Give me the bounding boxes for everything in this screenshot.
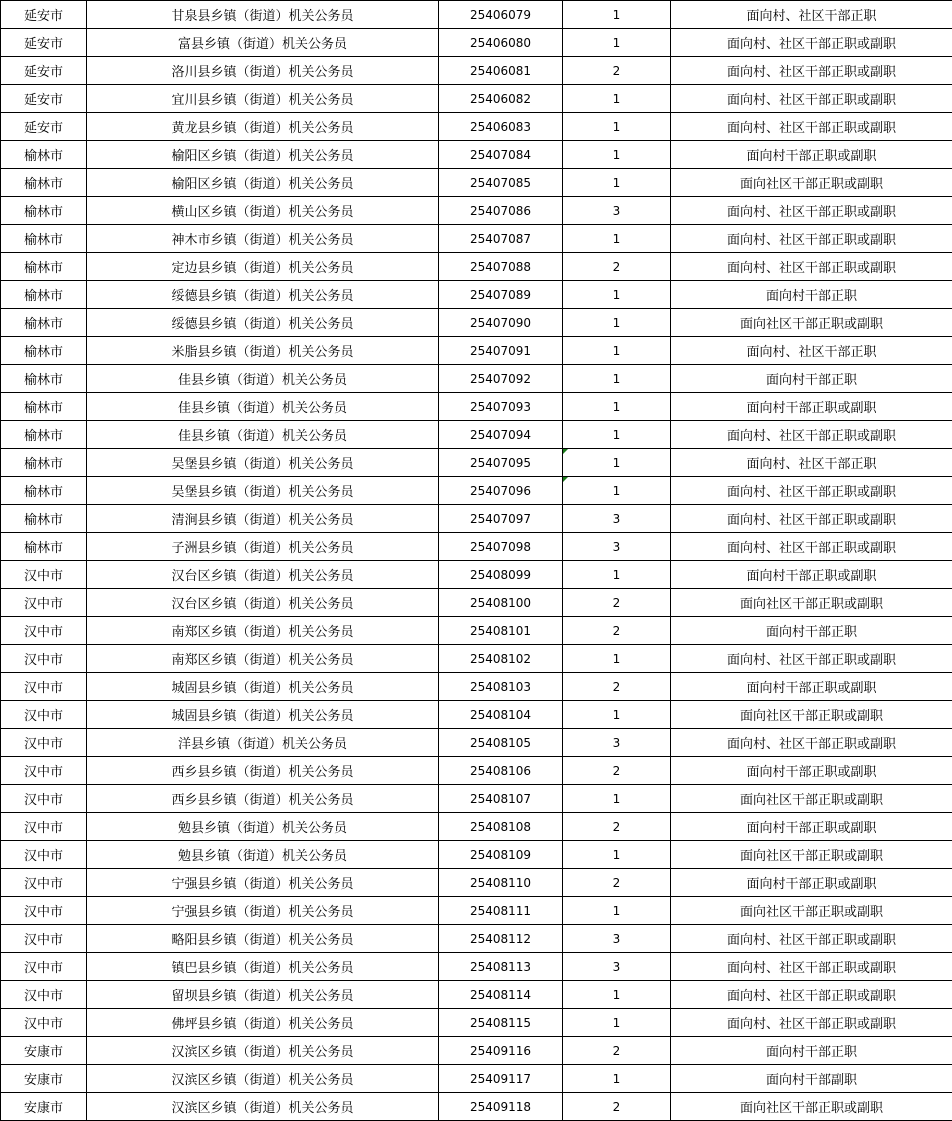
cell-position-code[interactable]: 25408099 (439, 561, 563, 589)
cell-position-code[interactable]: 25407084 (439, 141, 563, 169)
cell-position-code[interactable]: 25406083 (439, 113, 563, 141)
cell-unit[interactable]: 榆阳区乡镇（街道）机关公务员 (87, 169, 439, 197)
cell-position-code[interactable]: 25408104 (439, 701, 563, 729)
cell-headcount[interactable]: 1 (563, 29, 671, 57)
table-row (1, 757, 952, 785)
cell-unit[interactable]: 佳县乡镇（街道）机关公务员 (87, 365, 439, 393)
cell-headcount[interactable]: 1 (563, 225, 671, 253)
cell-city[interactable]: 延安市 (1, 29, 87, 57)
cell-unit[interactable]: 城固县乡镇（街道）机关公务员 (87, 701, 439, 729)
cell-city[interactable]: 汉中市 (1, 673, 87, 701)
cell-position-code[interactable]: 25408102 (439, 645, 563, 673)
cell-position-code[interactable]: 25407096 (439, 477, 563, 505)
cell-city[interactable]: 榆林市 (1, 225, 87, 253)
cell-city[interactable]: 榆林市 (1, 337, 87, 365)
cell-city[interactable]: 汉中市 (1, 813, 87, 841)
cell-requirement[interactable]: 面向村、社区干部正职或副职 (671, 57, 952, 85)
cell-headcount[interactable]: 1 (563, 365, 671, 393)
cell-city[interactable]: 榆林市 (1, 169, 87, 197)
cell-unit[interactable]: 汉滨区乡镇（街道）机关公务员 (87, 1037, 439, 1065)
cell-headcount[interactable]: 1 (563, 421, 671, 449)
cell-city[interactable]: 汉中市 (1, 701, 87, 729)
cell-position-code[interactable]: 25406080 (439, 29, 563, 57)
table-row (1, 813, 952, 841)
cell-requirement[interactable]: 面向村、社区干部正职或副职 (671, 533, 952, 561)
table-row (1, 337, 952, 365)
table-row (1, 1093, 952, 1121)
cell-requirement[interactable]: 面向村干部正职 (671, 365, 952, 393)
table-row (1, 701, 952, 729)
table-row (1, 953, 952, 981)
table-row (1, 393, 952, 421)
cell-requirement[interactable]: 面向村、社区干部正职或副职 (671, 113, 952, 141)
cell-requirement[interactable]: 面向村、社区干部正职或副职 (671, 225, 952, 253)
cell-requirement[interactable]: 面向村、社区干部正职或副职 (671, 729, 952, 757)
cell-unit[interactable]: 汉滨区乡镇（街道）机关公务员 (87, 1065, 439, 1093)
table-row (1, 505, 952, 533)
cell-city[interactable]: 汉中市 (1, 841, 87, 869)
table-row (1, 589, 952, 617)
cell-city[interactable]: 汉中市 (1, 981, 87, 1009)
cell-city[interactable]: 汉中市 (1, 953, 87, 981)
cell-requirement[interactable]: 面向村、社区干部正职或副职 (671, 197, 952, 225)
cell-requirement[interactable]: 面向社区干部正职或副职 (671, 897, 952, 925)
cell-headcount[interactable]: 2 (563, 1093, 671, 1121)
table-row (1, 533, 952, 561)
cell-requirement[interactable]: 面向村干部正职或副职 (671, 869, 952, 897)
cell-unit[interactable]: 甘泉县乡镇（街道）机关公务员 (87, 1, 439, 29)
table-row (1, 1009, 952, 1037)
table-row (1, 1037, 952, 1065)
cell-unit[interactable]: 汉台区乡镇（街道）机关公务员 (87, 589, 439, 617)
cell-city[interactable]: 延安市 (1, 1, 87, 29)
cell-headcount[interactable]: 1 (563, 981, 671, 1009)
cell-city[interactable]: 榆林市 (1, 309, 87, 337)
cell-unit[interactable]: 留坝县乡镇（街道）机关公务员 (87, 981, 439, 1009)
cell-requirement[interactable]: 面向村干部正职 (671, 1037, 952, 1065)
cell-position-code[interactable]: 25408115 (439, 1009, 563, 1037)
cell-unit[interactable]: 米脂县乡镇（街道）机关公务员 (87, 337, 439, 365)
cell-position-code[interactable]: 25407085 (439, 169, 563, 197)
table-row (1, 981, 952, 1009)
cell-requirement[interactable]: 面向社区干部正职或副职 (671, 841, 952, 869)
cell-position-code[interactable]: 25408101 (439, 617, 563, 645)
cell-position-code[interactable]: 25408112 (439, 925, 563, 953)
cell-requirement[interactable]: 面向村、社区干部正职 (671, 337, 952, 365)
cell-city[interactable]: 榆林市 (1, 533, 87, 561)
cell-unit[interactable]: 佛坪县乡镇（街道）机关公务员 (87, 1009, 439, 1037)
cell-city[interactable]: 汉中市 (1, 617, 87, 645)
table-row (1, 1, 952, 29)
cell-unit[interactable]: 吴堡县乡镇（街道）机关公务员 (87, 449, 439, 477)
cell-headcount[interactable]: 1 (563, 785, 671, 813)
table-row (1, 785, 952, 813)
cell-headcount[interactable]: 1 (563, 281, 671, 309)
cell-unit[interactable]: 西乡县乡镇（街道）机关公务员 (87, 785, 439, 813)
cell-requirement[interactable]: 面向村干部正职或副职 (671, 141, 952, 169)
cell-headcount[interactable]: 2 (563, 57, 671, 85)
cell-city[interactable]: 汉中市 (1, 869, 87, 897)
cell-requirement[interactable]: 面向社区干部正职或副职 (671, 309, 952, 337)
cell-position-code[interactable]: 25407092 (439, 365, 563, 393)
cell-city[interactable]: 榆林市 (1, 281, 87, 309)
cell-headcount[interactable]: 3 (563, 729, 671, 757)
cell-city[interactable]: 榆林市 (1, 505, 87, 533)
table-row (1, 113, 952, 141)
cell-position-code[interactable]: 25408108 (439, 813, 563, 841)
cell-position-code[interactable]: 25409118 (439, 1093, 563, 1121)
table-row (1, 477, 952, 505)
cell-city[interactable]: 榆林市 (1, 253, 87, 281)
cell-headcount[interactable]: 3 (563, 953, 671, 981)
cell-city[interactable]: 榆林市 (1, 477, 87, 505)
cell-city[interactable]: 安康市 (1, 1093, 87, 1121)
table-row (1, 169, 952, 197)
cell-headcount[interactable]: 1 (563, 141, 671, 169)
table-row (1, 561, 952, 589)
cell-requirement[interactable]: 面向村、社区干部正职或副职 (671, 981, 952, 1009)
cell-city[interactable]: 延安市 (1, 113, 87, 141)
cell-requirement[interactable]: 面向社区干部正职或副职 (671, 701, 952, 729)
cell-requirement[interactable]: 面向村干部正职或副职 (671, 561, 952, 589)
cell-headcount[interactable]: 1 (563, 561, 671, 589)
cell-position-code[interactable]: 25407094 (439, 421, 563, 449)
table-row (1, 85, 952, 113)
table-row (1, 365, 952, 393)
cell-headcount[interactable]: 2 (563, 813, 671, 841)
table-row (1, 645, 952, 673)
table-row (1, 897, 952, 925)
cell-city[interactable]: 延安市 (1, 85, 87, 113)
cell-unit[interactable]: 勉县乡镇（街道）机关公务员 (87, 841, 439, 869)
cell-city[interactable]: 安康市 (1, 1065, 87, 1093)
cell-position-code[interactable]: 25408114 (439, 981, 563, 1009)
cell-requirement[interactable]: 面向村干部副职 (671, 1065, 952, 1093)
cell-requirement[interactable]: 面向村、社区干部正职或副职 (671, 85, 952, 113)
cell-headcount[interactable]: 1 (563, 113, 671, 141)
cell-unit[interactable]: 城固县乡镇（街道）机关公务员 (87, 673, 439, 701)
cell-position-code[interactable]: 25407095 (439, 449, 563, 477)
cell-unit[interactable]: 佳县乡镇（街道）机关公务员 (87, 393, 439, 421)
cell-headcount[interactable]: 3 (563, 197, 671, 225)
cell-city[interactable]: 榆林市 (1, 197, 87, 225)
table-row (1, 57, 952, 85)
cell-headcount[interactable]: 2 (563, 1037, 671, 1065)
table-row (1, 673, 952, 701)
cell-city[interactable]: 汉中市 (1, 1009, 87, 1037)
cell-unit[interactable]: 汉台区乡镇（街道）机关公务员 (87, 561, 439, 589)
table-row (1, 197, 952, 225)
cell-requirement[interactable]: 面向村干部正职或副职 (671, 393, 952, 421)
cell-headcount[interactable]: 1 (563, 645, 671, 673)
cell-position-code[interactable]: 25408109 (439, 841, 563, 869)
cell-requirement[interactable]: 面向村、社区干部正职或副职 (671, 253, 952, 281)
cell-requirement[interactable]: 面向村、社区干部正职或副职 (671, 29, 952, 57)
table-body (1, 1, 952, 1121)
table-row (1, 617, 952, 645)
cell-headcount[interactable]: 2 (563, 673, 671, 701)
cell-headcount[interactable]: 2 (563, 617, 671, 645)
cell-headcount[interactable]: 3 (563, 533, 671, 561)
cell-unit[interactable]: 南郑区乡镇（街道）机关公务员 (87, 617, 439, 645)
cell-city[interactable]: 榆林市 (1, 393, 87, 421)
cell-city[interactable]: 汉中市 (1, 645, 87, 673)
cell-requirement[interactable]: 面向村干部正职或副职 (671, 757, 952, 785)
cell-headcount[interactable]: 3 (563, 925, 671, 953)
cell-position-code[interactable]: 25407090 (439, 309, 563, 337)
cell-unit[interactable]: 佳县乡镇（街道）机关公务员 (87, 421, 439, 449)
cell-requirement[interactable]: 面向社区干部正职或副职 (671, 785, 952, 813)
cell-city[interactable]: 安康市 (1, 1037, 87, 1065)
cell-requirement[interactable]: 面向社区干部正职或副职 (671, 169, 952, 197)
cell-unit[interactable]: 宜川县乡镇（街道）机关公务员 (87, 85, 439, 113)
cell-headcount[interactable]: 1 (563, 169, 671, 197)
cell-requirement[interactable]: 面向村干部正职 (671, 281, 952, 309)
cell-position-code[interactable]: 25407089 (439, 281, 563, 309)
cell-position-code[interactable]: 25407086 (439, 197, 563, 225)
cell-unit[interactable]: 榆阳区乡镇（街道）机关公务员 (87, 141, 439, 169)
cell-position-code[interactable]: 25406079 (439, 1, 563, 29)
cell-requirement[interactable]: 面向社区干部正职或副职 (671, 1093, 952, 1121)
cell-headcount[interactable]: 1 (563, 393, 671, 421)
cell-city[interactable]: 榆林市 (1, 141, 87, 169)
cell-position-code[interactable]: 25408107 (439, 785, 563, 813)
table-row (1, 841, 952, 869)
cell-city[interactable]: 汉中市 (1, 589, 87, 617)
cell-headcount[interactable]: 1 (563, 337, 671, 365)
cell-unit[interactable]: 宁强县乡镇（街道）机关公务员 (87, 869, 439, 897)
cell-requirement[interactable]: 面向村、社区干部正职或副职 (671, 477, 952, 505)
cell-headcount[interactable]: 2 (563, 757, 671, 785)
table-row (1, 449, 952, 477)
table-row (1, 869, 952, 897)
table-row (1, 141, 952, 169)
cell-unit[interactable]: 宁强县乡镇（街道）机关公务员 (87, 897, 439, 925)
cell-headcount[interactable]: 1 (563, 449, 671, 477)
cell-requirement[interactable]: 面向村、社区干部正职或副职 (671, 1009, 952, 1037)
cell-position-code[interactable]: 25407097 (439, 505, 563, 533)
cell-requirement[interactable]: 面向村干部正职或副职 (671, 813, 952, 841)
cell-unit[interactable]: 绥德县乡镇（街道）机关公务员 (87, 281, 439, 309)
cell-unit[interactable]: 定边县乡镇（街道）机关公务员 (87, 253, 439, 281)
cell-position-code[interactable]: 25409117 (439, 1065, 563, 1093)
cell-position-code[interactable]: 25408113 (439, 953, 563, 981)
cell-position-code[interactable]: 25407088 (439, 253, 563, 281)
cell-headcount[interactable]: 2 (563, 869, 671, 897)
cell-unit[interactable]: 绥德县乡镇（街道）机关公务员 (87, 309, 439, 337)
cell-requirement[interactable]: 面向村干部正职 (671, 617, 952, 645)
cell-city[interactable]: 榆林市 (1, 421, 87, 449)
cell-position-code[interactable]: 25408106 (439, 757, 563, 785)
cell-requirement[interactable]: 面向村干部正职或副职 (671, 673, 952, 701)
cell-city[interactable]: 榆林市 (1, 365, 87, 393)
cell-headcount[interactable]: 2 (563, 253, 671, 281)
cell-unit[interactable]: 富县乡镇（街道）机关公务员 (87, 29, 439, 57)
cell-city[interactable]: 汉中市 (1, 897, 87, 925)
cell-headcount[interactable]: 2 (563, 589, 671, 617)
cell-unit[interactable]: 吴堡县乡镇（街道）机关公务员 (87, 477, 439, 505)
cell-unit[interactable]: 略阳县乡镇（街道）机关公务员 (87, 925, 439, 953)
cell-city[interactable]: 汉中市 (1, 925, 87, 953)
cell-unit[interactable]: 清涧县乡镇（街道）机关公务员 (87, 505, 439, 533)
cell-requirement[interactable]: 面向村、社区干部正职或副职 (671, 953, 952, 981)
cell-unit[interactable]: 镇巴县乡镇（街道）机关公务员 (87, 953, 439, 981)
cell-position-code[interactable]: 25407087 (439, 225, 563, 253)
cell-position-code[interactable]: 25406082 (439, 85, 563, 113)
cell-city[interactable]: 汉中市 (1, 757, 87, 785)
cell-headcount[interactable]: 1 (563, 701, 671, 729)
cell-requirement[interactable]: 面向社区干部正职或副职 (671, 589, 952, 617)
cell-position-code[interactable]: 25407093 (439, 393, 563, 421)
table-row (1, 253, 952, 281)
cell-requirement[interactable]: 面向村、社区干部正职或副职 (671, 505, 952, 533)
cell-position-code[interactable]: 25408110 (439, 869, 563, 897)
cell-unit[interactable]: 汉滨区乡镇（街道）机关公务员 (87, 1093, 439, 1121)
cell-headcount[interactable]: 1 (563, 309, 671, 337)
cell-position-code[interactable]: 25409116 (439, 1037, 563, 1065)
cell-unit[interactable]: 横山区乡镇（街道）机关公务员 (87, 197, 439, 225)
cell-unit[interactable]: 子洲县乡镇（街道）机关公务员 (87, 533, 439, 561)
cell-city[interactable]: 汉中市 (1, 729, 87, 757)
cell-requirement[interactable]: 面向村、社区干部正职或副职 (671, 421, 952, 449)
cell-position-code[interactable]: 25406081 (439, 57, 563, 85)
cell-headcount[interactable]: 1 (563, 1065, 671, 1093)
cell-requirement[interactable]: 面向村、社区干部正职 (671, 449, 952, 477)
table-row (1, 421, 952, 449)
table-row (1, 225, 952, 253)
cell-city[interactable]: 汉中市 (1, 561, 87, 589)
cell-position-code[interactable]: 25408111 (439, 897, 563, 925)
table-row (1, 1065, 952, 1093)
cell-headcount[interactable]: 1 (563, 477, 671, 505)
cell-unit[interactable]: 神木市乡镇（街道）机关公务员 (87, 225, 439, 253)
cell-unit[interactable]: 西乡县乡镇（街道）机关公务员 (87, 757, 439, 785)
table-row (1, 29, 952, 57)
cell-requirement[interactable]: 面向村、社区干部正职或副职 (671, 645, 952, 673)
cell-city[interactable]: 榆林市 (1, 449, 87, 477)
cell-headcount[interactable]: 1 (563, 85, 671, 113)
cell-headcount[interactable]: 1 (563, 1009, 671, 1037)
cell-unit[interactable]: 洛川县乡镇（街道）机关公务员 (87, 57, 439, 85)
cell-city[interactable]: 汉中市 (1, 785, 87, 813)
cell-unit[interactable]: 勉县乡镇（街道）机关公务员 (87, 813, 439, 841)
cell-unit[interactable]: 黄龙县乡镇（街道）机关公务员 (87, 113, 439, 141)
cell-requirement[interactable]: 面向村、社区干部正职 (671, 1, 952, 29)
table-row (1, 281, 952, 309)
cell-position-code[interactable]: 25408100 (439, 589, 563, 617)
cell-headcount[interactable]: 1 (563, 1, 671, 29)
table-row (1, 729, 952, 757)
cell-position-code[interactable]: 25408105 (439, 729, 563, 757)
cell-unit[interactable]: 洋县乡镇（街道）机关公务员 (87, 729, 439, 757)
cell-requirement[interactable]: 面向村、社区干部正职或副职 (671, 925, 952, 953)
cell-headcount[interactable]: 1 (563, 841, 671, 869)
cell-position-code[interactable]: 25407098 (439, 533, 563, 561)
cell-headcount[interactable]: 3 (563, 505, 671, 533)
cell-position-code[interactable]: 25407091 (439, 337, 563, 365)
cell-city[interactable]: 延安市 (1, 57, 87, 85)
table-row (1, 925, 952, 953)
table-row (1, 309, 952, 337)
cell-unit[interactable]: 南郑区乡镇（街道）机关公务员 (87, 645, 439, 673)
cell-position-code[interactable]: 25408103 (439, 673, 563, 701)
cell-headcount[interactable]: 1 (563, 897, 671, 925)
